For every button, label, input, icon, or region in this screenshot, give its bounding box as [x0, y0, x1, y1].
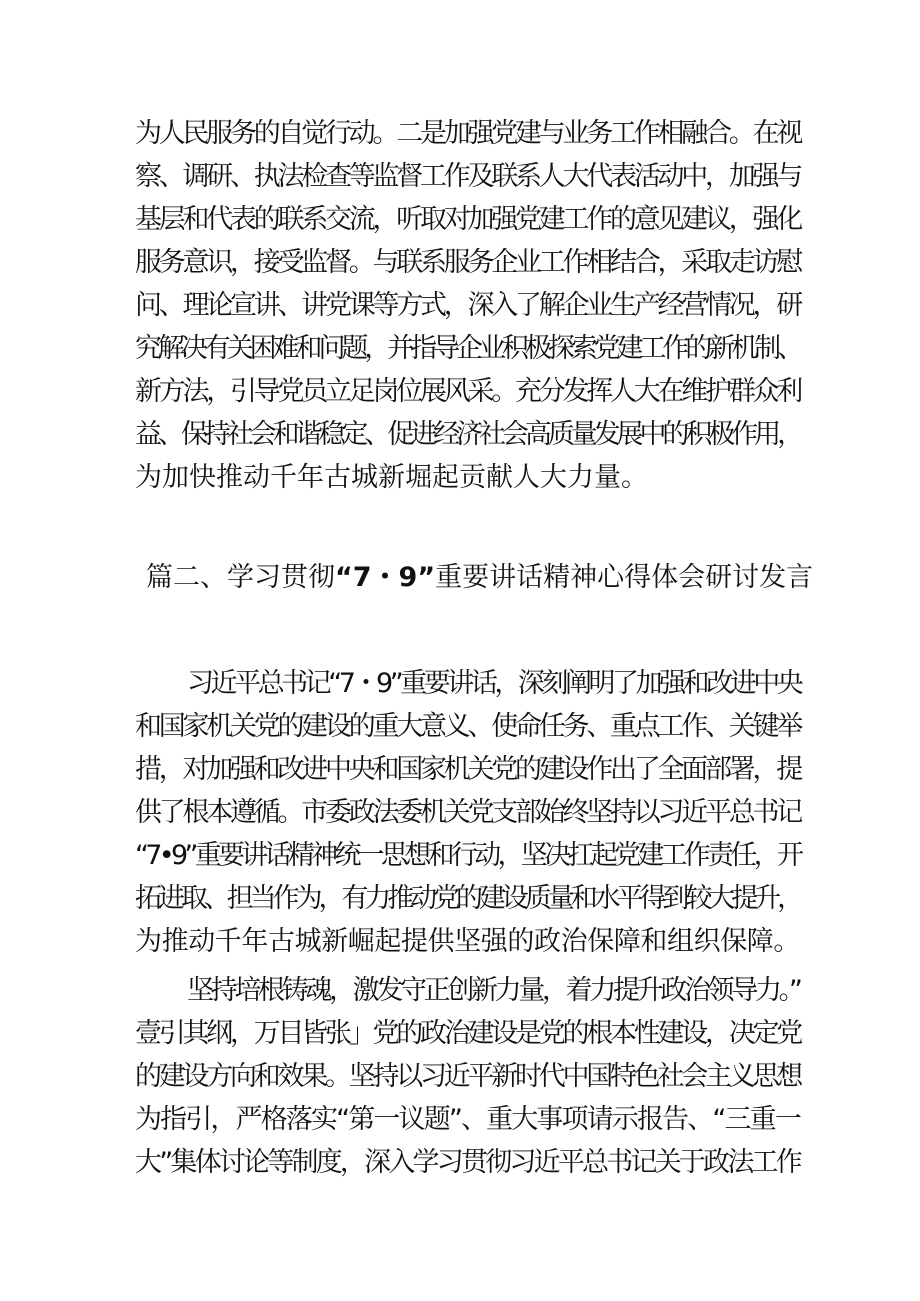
paragraph-line: 的建设方向和效果。坚持以习近平新时代中国特色社会主义思想 [135, 1061, 800, 1092]
paragraph-line: 供了根本遵循。市委政法委机关党支部始终坚持以习近平总书记 [135, 797, 800, 828]
paragraph-line: 问、理论宣讲、讲党课等方式，深入了解企业生产经营情况，研 [135, 290, 800, 321]
paragraph-line: 为人民服务的自觉行动。二是加强党建与业务工作相融合。在视 [135, 118, 800, 149]
paragraph-line: 为推动千年古城新崛起提供坚强的政治保障和组织保障。 [135, 926, 800, 957]
paragraph-line: 察、调研、执法检查等监督工作及联系人大代表活动中，加强与 [135, 161, 800, 192]
paragraph-line: 习近平总书记“7・9”重要讲话，深刻阐明了加强和改进中央 [187, 668, 801, 699]
paragraph-line: 新方法，引导党员立足岗位展风采。充分发挥人大在维护群众利 [135, 376, 800, 407]
paragraph-line: 究解决有关困难和问题，并指导企业积极探索党建工作的新机制、 [135, 333, 800, 364]
heading-prefix: 篇二、学习贯彻 [146, 562, 335, 593]
paragraph-line: 益、保持社会和谐稳定、促进经济社会高质量发展中的积极作用， [135, 419, 800, 450]
heading-quote: “7・9” [335, 562, 436, 593]
heading-suffix: 重要讲话精神心得体会研讨发言 [435, 562, 814, 593]
paragraph-line: 服务意识，接受监督。与联系服务企业工作相结合，采取走访慰 [135, 247, 800, 278]
paragraph-line: 为加快推动千年古城新堀起贡献人大力量。 [135, 462, 648, 493]
paragraph-line: “7•9”重要讲话精神统一思想和行动，坚决扛起党建工作责任，开 [135, 840, 801, 871]
paragraph-line: 基层和代表的联系交流，听取对加强党建工作的意见建议，强化 [135, 204, 800, 235]
paragraph-line: 拓进取、担当作为，有力推动党的建设质量和水平得到较大提升， [135, 883, 800, 914]
section-heading [146, 562, 813, 594]
paragraph-line: 为指引，严格落实“第一议题”、重大事项请示报告、“三重一 [135, 1104, 800, 1135]
paragraph-line: 坚持培根铸魂，激发守正创新力量，着力提升政治领导力。” [187, 975, 800, 1006]
paragraph-line: 措，对加强和改进中央和国家机关党的建设作出了全面部署，提 [135, 754, 800, 785]
paragraph-line: 壹引其纲，万目皆张」党的政治建设是党的根本性建设，决定党 [135, 1018, 800, 1049]
paragraph-line: 和国家机关党的建设的重大意义、使命任务、重点工作、关键举 [135, 711, 800, 742]
paragraph-line: 大”集体讨论等制度，深入学习贯彻习近平总书记关于政法工作 [135, 1147, 800, 1178]
